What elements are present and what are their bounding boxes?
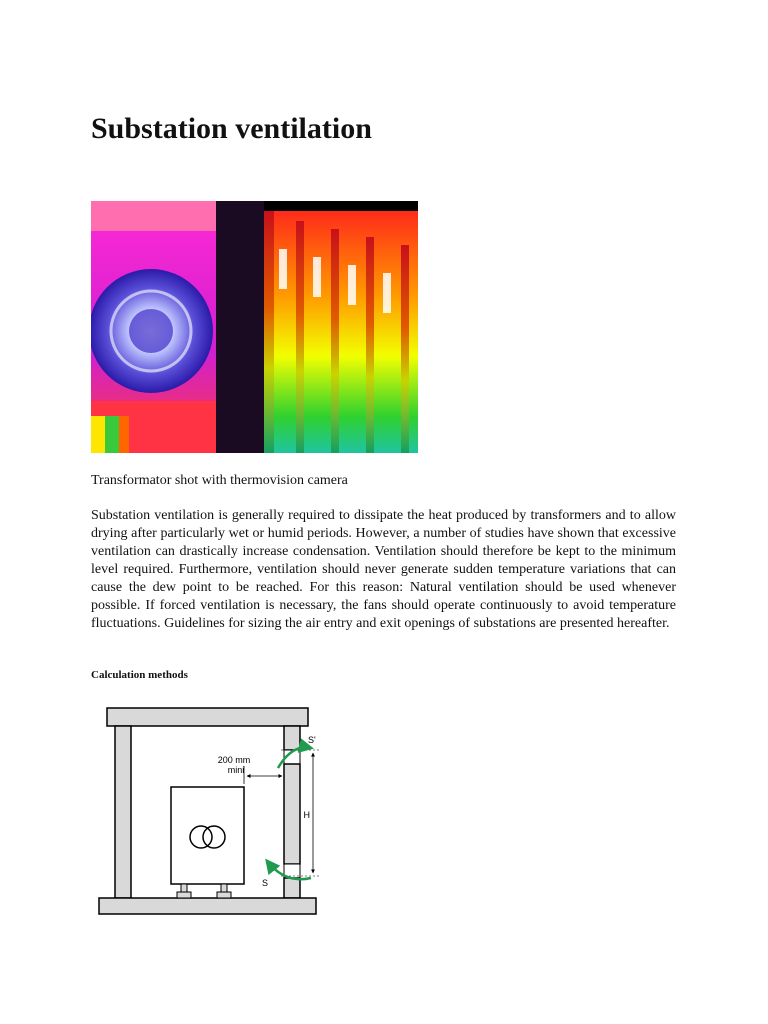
body-paragraph: Substation ventilation is generally required to dissipate the heat produced by transformers and to allow drying after particularly wet or humid periods. However, a number of studies have shown that excessive ventilation can drastically increase condensation. Ventilation should therefore be kept to the minimum level required. Furthermore, ventilation should never generate sudden temperature variations that can cause the dew point to be reached. For this reason: Natural ventilation should be used whenever possible. If forced ventilation is necessary, the fans should operate continuously to avoid temperature fluctuations. Guidelines for sizing the air entry and exit openings of substations are presented hereafter. [91,508,676,631]
upper-opening-label: S' [308,735,316,745]
lower-opening-label: S [262,878,269,888]
transformer-wheel-left [177,892,191,898]
right-wall-lower [284,878,300,898]
image-caption: Transformator shot with thermovision camera [91,473,348,488]
clearance-label: 200 mm [217,755,251,765]
transformer-foot-right [221,884,227,892]
section-subheading: Calculation methods [91,669,188,681]
clearance-label-mini: mini [227,765,245,775]
roof-slab [107,708,308,726]
thermal-image [91,201,418,453]
floor-slab [99,898,316,914]
ventilation-diagram [97,706,320,918]
left-wall [115,726,131,898]
right-wall-upper [284,726,300,750]
transformer-body [171,787,244,884]
transformer-foot-left [181,884,187,892]
page-title: Substation ventilation [91,112,372,145]
transformer-wheel-right [217,892,231,898]
right-wall-middle [284,764,300,864]
height-label: H [303,810,310,820]
